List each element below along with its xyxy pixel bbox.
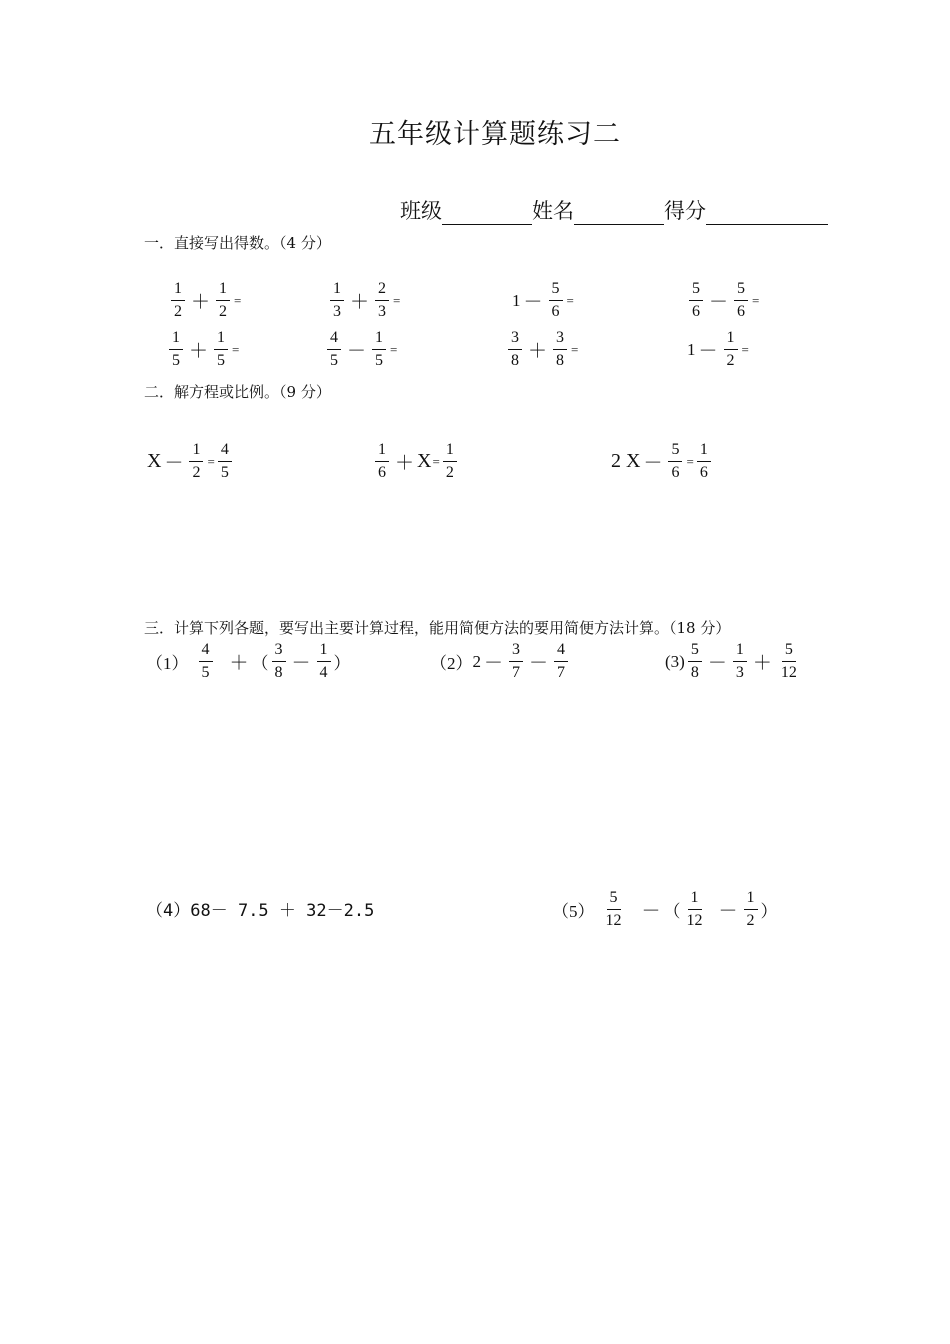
fraction: $\frac{1}{2}$ [443, 442, 457, 481]
score-blank[interactable] [706, 198, 828, 225]
student-info-line [400, 195, 828, 225]
equation-1: X － $\frac{1}{2}$ = $\frac{4}{5}$ [147, 442, 235, 481]
calc-1: （1） $\frac{4}{5}$ ＋ （ $\frac{3}{8}$ － $\frac{1}{4}$ ） [146, 641, 351, 681]
score-label: 得分 [664, 199, 706, 223]
class-blank[interactable] [442, 198, 532, 225]
q1-2: $\frac{1}{3}$ ＋ $\frac{2}{3}$ = [327, 281, 400, 320]
q1-8: 1 － $\frac{1}{2}$ = [687, 329, 749, 369]
fraction: $\frac{4}{5}$ [218, 442, 232, 481]
section-2-heading: 二．解方程或比例。（9 分） [144, 383, 331, 401]
fraction: $\frac{1}{5}$ [169, 330, 183, 369]
name-label: 姓名 [532, 199, 574, 223]
fraction: $\frac{5}{6}$ [734, 281, 748, 320]
equation-2: $\frac{1}{6}$ ＋ X = $\frac{1}{2}$ [372, 442, 460, 481]
fraction: $\frac{4}{7}$ [554, 642, 568, 681]
fraction: $\frac{1}{12}$ [686, 889, 703, 929]
fraction: $\frac{1}{2}$ [724, 330, 738, 369]
fraction: $\frac{1}{5}$ [214, 330, 228, 369]
fraction: $\frac{1}{6}$ [375, 442, 389, 481]
q1-7: $\frac{3}{8}$ ＋ $\frac{3}{8}$ = [505, 330, 578, 369]
section-3-heading: 三．计算下列各题，要写出主要计算过程，能用简便方法的要用简便方法计算。（18 分） [144, 619, 731, 637]
equation-3: 2 X － $\frac{5}{6}$ = $\frac{1}{6}$ [611, 442, 714, 481]
fraction: $\frac{5}{6}$ [549, 281, 563, 320]
fraction: $\frac{3}{8}$ [553, 330, 567, 369]
fraction: $\frac{2}{3}$ [375, 281, 389, 320]
fraction: $\frac{1}{3}$ [733, 642, 747, 681]
fraction: $\frac{3}{7}$ [509, 642, 523, 681]
calc-4: （4） 68－ 7.5 ＋ 32－2.5 [146, 901, 375, 921]
fraction: $\frac{1}{2}$ [171, 281, 185, 320]
fraction: $\frac{1}{2}$ [744, 890, 758, 929]
fraction: $\frac{5}{8}$ [688, 642, 702, 681]
fraction: $\frac{5}{12}$ [605, 889, 622, 929]
fraction: $\frac{3}{8}$ [272, 642, 286, 681]
calc-5: （5） $\frac{5}{12}$ － （ $\frac{1}{12}$ － $\frac{1}{2}$ ） [552, 889, 778, 929]
q1-4: $\frac{5}{6}$ － $\frac{5}{6}$ = [686, 281, 759, 320]
page-title: 五年级计算题练习二 [369, 119, 621, 150]
fraction: $\frac{5}{12}$ [780, 641, 797, 681]
q1-5: $\frac{1}{5}$ ＋ $\frac{1}{5}$ = [166, 330, 239, 369]
fraction: $\frac{4}{5}$ [199, 642, 213, 681]
calc-3: (3) $\frac{5}{8}$ － $\frac{1}{3}$ ＋ $\frac{5}{12}$ [665, 642, 803, 681]
name-blank[interactable] [574, 198, 664, 225]
fraction: $\frac{4}{5}$ [327, 330, 341, 369]
fraction: $\frac{1}{2}$ [216, 281, 230, 320]
q1-6: $\frac{4}{5}$ － $\frac{1}{5}$ = [324, 330, 397, 369]
fraction: $\frac{1}{3}$ [330, 281, 344, 320]
fraction: $\frac{1}{4}$ [317, 642, 331, 681]
fraction: $\frac{1}{6}$ [697, 442, 711, 481]
fraction: $\frac{5}{6}$ [668, 442, 682, 481]
class-label: 班级 [400, 199, 442, 223]
fraction: $\frac{3}{8}$ [508, 330, 522, 369]
section-1-heading: 一．直接写出得数。（4 分） [144, 234, 331, 252]
fraction: $\frac{1}{2}$ [189, 442, 203, 481]
fraction: $\frac{1}{5}$ [372, 330, 386, 369]
q1-3: 1 － $\frac{5}{6}$ = [512, 280, 574, 320]
calc-2: （2） 2 － $\frac{3}{7}$ － $\frac{4}{7}$ [430, 642, 571, 681]
q1-1: $\frac{1}{2}$ ＋ $\frac{1}{2}$ = [168, 281, 241, 320]
fraction: $\frac{5}{6}$ [689, 281, 703, 320]
